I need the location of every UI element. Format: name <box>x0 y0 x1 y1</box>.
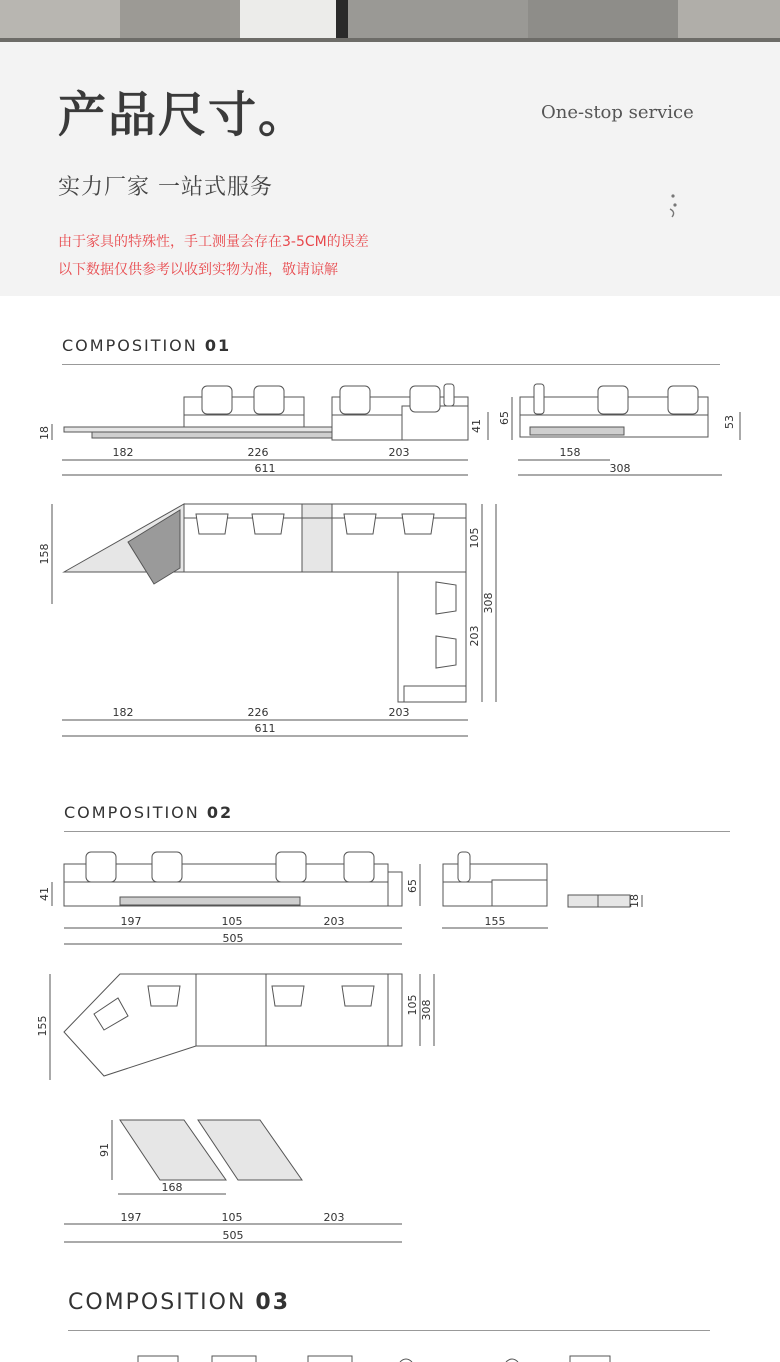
notice-line-1: 由于家具的特殊性，手工测量会存在3-5CM的误差 <box>58 234 369 250</box>
section-divider <box>68 1330 710 1331</box>
dim-02-rug-seg-3: 203 <box>323 1211 345 1224</box>
dim-01-plan-total: 611 <box>254 722 276 735</box>
dim-01-side-height-left: 65 <box>498 411 511 425</box>
page-title: 产品尺寸。 <box>58 87 309 143</box>
photo-strip <box>0 0 780 42</box>
dim-01-side-height-right: 53 <box>723 415 736 429</box>
decorative-dots-icon <box>664 193 680 221</box>
front-view-01 <box>64 384 468 440</box>
dim-01-plan-depth-arm: 203 <box>468 625 481 647</box>
dim-01-side-seg: 158 <box>559 446 581 459</box>
section-label: COMPOSITION <box>68 1290 247 1315</box>
dim-01-plan-seg-1: 182 <box>112 706 134 719</box>
notice-line-2: 以下数据仅供参考以收到实物为准，敬请谅解 <box>58 262 338 278</box>
dim-02-plan-depth-total: 308 <box>420 999 433 1021</box>
plan-view-02 <box>64 974 402 1076</box>
dim-02-rug-width: 168 <box>161 1181 183 1194</box>
rug-view-02 <box>120 1120 302 1180</box>
side-view-02 <box>443 852 547 906</box>
composition-02-drawings <box>0 840 780 1250</box>
dim-02-side-depth: 155 <box>484 915 506 928</box>
dim-02-table-height: 18 <box>628 894 641 908</box>
dim-02-rug-total: 505 <box>222 1229 244 1242</box>
dim-02-plan-depth-inner: 105 <box>406 994 419 1016</box>
section-number: 02 <box>206 803 234 822</box>
table-view-02 <box>568 895 630 907</box>
dim-02-plan-depth-left: 155 <box>36 1015 49 1037</box>
dim-02-rug-seg-2: 105 <box>221 1211 243 1224</box>
section-number: 03 <box>255 1290 291 1315</box>
dim-01-plan-depth-left: 158 <box>38 543 51 565</box>
section-label: COMPOSITION <box>64 803 200 822</box>
dim-01-seg-3: 203 <box>388 446 410 459</box>
front-view-02 <box>64 852 402 906</box>
service-tagline: One-stop service <box>541 102 694 123</box>
composition-01-drawings <box>0 370 780 750</box>
composition-03-drawing-edge <box>0 1354 780 1362</box>
page-subtitle: 实力厂家 一站式服务 <box>58 175 273 200</box>
section-divider <box>64 831 730 832</box>
dim-01-height-left: 18 <box>38 426 51 440</box>
section-divider <box>62 364 720 365</box>
dim-01-plan-seg-3: 203 <box>388 706 410 719</box>
side-view-01 <box>520 384 708 437</box>
plan-view-01 <box>64 504 466 702</box>
dim-02-total: 505 <box>222 932 244 945</box>
dim-02-height-left: 41 <box>38 887 51 901</box>
dim-02-seg-1: 197 <box>120 915 142 928</box>
sofa-photo-crop <box>0 0 780 42</box>
dim-02-seg-3: 203 <box>323 915 345 928</box>
dim-01-seg-2: 226 <box>247 446 269 459</box>
composition-01-svg <box>0 370 780 750</box>
section-title-composition-01 <box>62 336 231 355</box>
dim-01-plan-seg-2: 226 <box>247 706 269 719</box>
dim-01-height-right: 41 <box>470 419 483 433</box>
section-number: 01 <box>204 336 232 355</box>
dim-01-side-total: 308 <box>609 462 631 475</box>
dim-02-rug-height: 91 <box>98 1143 111 1157</box>
header-panel <box>0 42 780 296</box>
dim-02-seg-2: 105 <box>221 915 243 928</box>
dim-02-height-right: 65 <box>406 879 419 893</box>
section-title-composition-03 <box>68 1290 290 1315</box>
dim-01-plan-depth-total: 308 <box>482 592 495 614</box>
dim-02-rug-seg-1: 197 <box>120 1211 142 1224</box>
section-title-composition-02 <box>64 803 233 822</box>
composition-02-svg <box>0 840 780 1250</box>
section-label: COMPOSITION <box>62 336 198 355</box>
dim-01-total: 611 <box>254 462 276 475</box>
dim-01-plan-depth-top: 105 <box>468 527 481 549</box>
dim-01-seg-1: 182 <box>112 446 134 459</box>
